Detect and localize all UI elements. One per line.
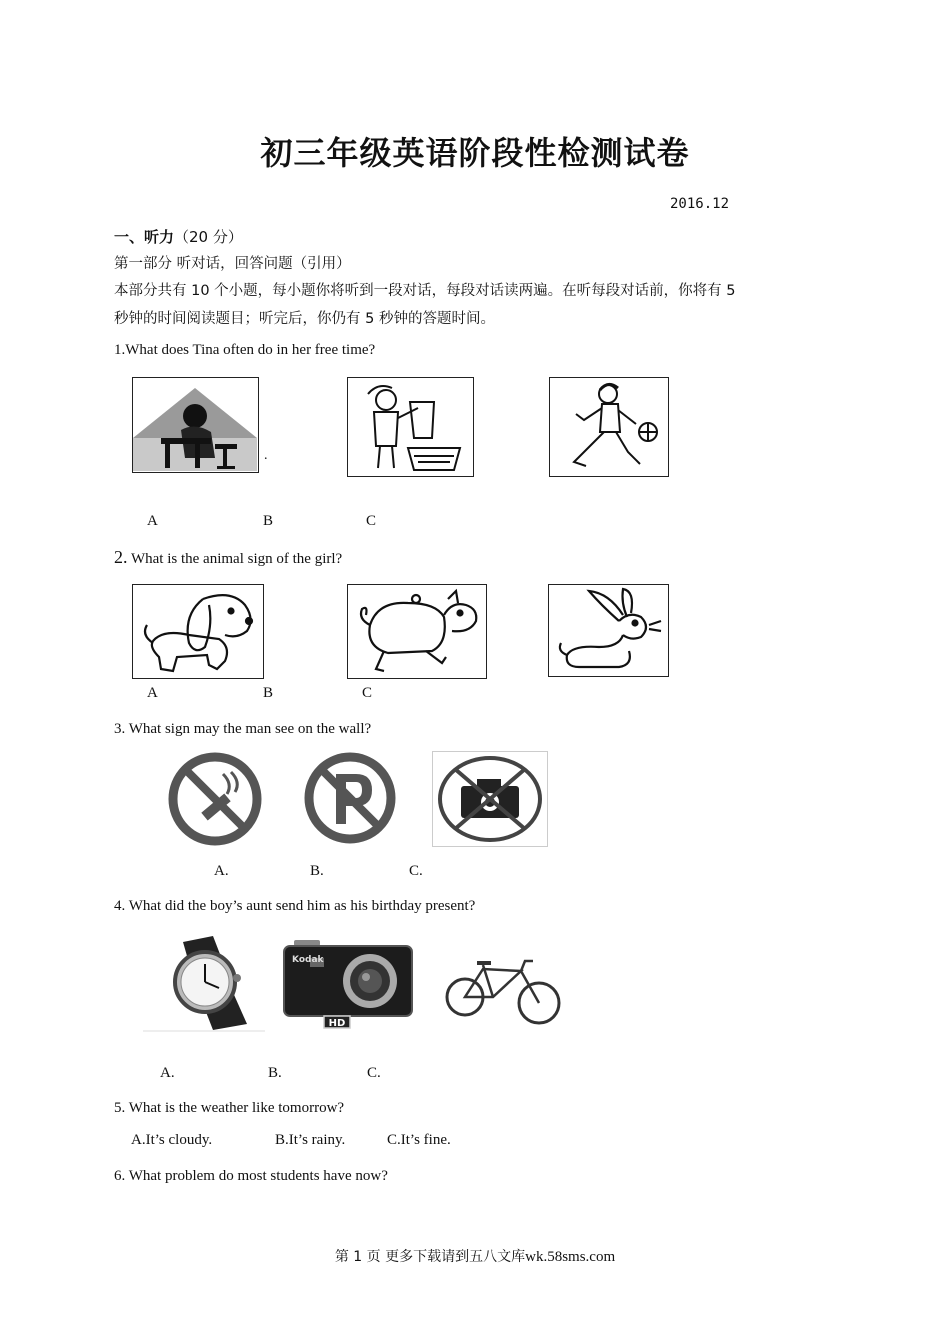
question-2 [114, 547, 342, 569]
question-1: 1.What does Tina often do in her free time? [114, 342, 376, 358]
pig-picture [347, 584, 487, 679]
q3-option-b: B. [310, 863, 324, 879]
q2-option-c: C [362, 685, 373, 701]
question-4: 4. What did the boy’s aunt send him as his birthday present? [114, 898, 476, 914]
question-3: 3. What sign may the man see on the wall? [114, 721, 372, 737]
no-parking-sign [302, 750, 398, 846]
bicycle-picture [443, 955, 563, 1027]
digital-camera-picture [282, 938, 414, 1030]
q1-option-b: B [263, 513, 274, 529]
wristwatch-picture [143, 932, 265, 1032]
stray-dot: . [264, 448, 268, 463]
section-heading [114, 227, 243, 247]
page-footer [0, 1246, 950, 1266]
footer-site-link[interactable]: wk.58sms.com [525, 1249, 616, 1265]
question-5: 5. What is the weather like tomorrow? [114, 1100, 345, 1116]
q4-option-a: A. [160, 1065, 175, 1081]
girl-studying-at-desk-picture [132, 377, 259, 473]
dog-picture [132, 584, 264, 679]
camera-hd-badge: HD [328, 1018, 346, 1029]
q2-option-b: B [263, 685, 274, 701]
instructions-line-2: 秒钟的时间阅读题目；听完后，你仍有 5 秒钟的答题时间。 [114, 311, 495, 327]
q1-option-c: C [366, 513, 377, 529]
q2-option-a: A [147, 685, 158, 701]
q4-option-b: B. [268, 1065, 282, 1081]
section-title: 一、听力 [114, 228, 175, 246]
page-title: 初三年级英语阶段性检测试卷 [260, 134, 690, 172]
q1-option-a: A [147, 513, 158, 529]
no-smoking-sign [163, 750, 267, 848]
footer-page-text: 第 1 页 更多下载请到五八文库 [334, 1249, 526, 1265]
girl-hanging-laundry-picture [347, 377, 474, 477]
question-2-text: What is the animal sign of the girl? [130, 551, 343, 567]
girl-playing-basketball-picture [549, 377, 669, 477]
instructions-line-1: 本部分共有 10 个小题，每小题你将听到一段对话，每段对话读两遍。在听每段对话前，你将有 5 [114, 283, 736, 299]
camera-brand-label: Kodak [292, 955, 324, 965]
section-points: （20 分） [174, 228, 243, 246]
part-heading: 第一部分 听对话，回答问题（引用） [114, 256, 351, 272]
question-6: 6. What problem do most students have now? [114, 1168, 388, 1184]
q4-option-c: C. [367, 1065, 381, 1081]
exam-date: 2016.12 [670, 196, 730, 212]
no-photos-sign [432, 751, 548, 847]
question-2-number: 2. [114, 547, 128, 567]
q3-option-c: C. [409, 863, 423, 879]
q5-option-b: B.It’s rainy. [275, 1132, 346, 1148]
q5-option-a: A.It’s cloudy. [131, 1132, 213, 1148]
rabbit-picture [548, 584, 669, 677]
q5-option-c: C.It’s fine. [387, 1132, 451, 1148]
q3-option-a: A. [214, 863, 229, 879]
